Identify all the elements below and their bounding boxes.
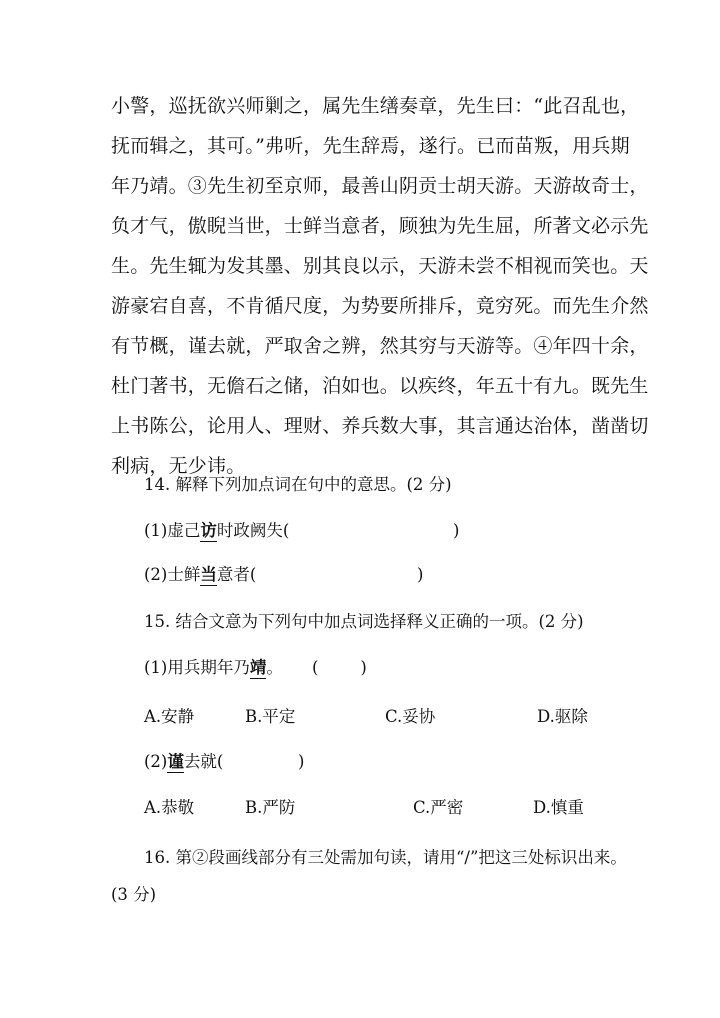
q14-1-keyword: 访 xyxy=(200,521,217,540)
question-14-item-2 xyxy=(144,563,256,587)
q15-1-option-b[interactable]: B.平定 xyxy=(245,707,296,726)
question-14-item-1 xyxy=(144,519,289,543)
q15-2-option-c[interactable]: C.严密 xyxy=(413,798,464,817)
q15-1-answer-paren[interactable]: ( ) xyxy=(312,658,367,677)
q15-1-suffix: 。 xyxy=(266,658,283,677)
q15-1-prefix: (1)用兵期年乃 xyxy=(144,658,250,677)
question-15-item-1 xyxy=(144,656,283,680)
q14-2-suffix: 意者( xyxy=(216,565,257,584)
passage-line: 游豪宕自喜，不肯循尺度，为势要所排斥，竟穷死。而先生介然 xyxy=(111,295,649,317)
q15-1-keyword: 靖 xyxy=(249,658,267,677)
question-14-title: 14. 解释下列加点词在句中的意思。(2 分) xyxy=(144,475,452,494)
q15-2-option-a[interactable]: A.恭敬 xyxy=(144,798,195,817)
passage-line: 上书陈公，论用人、理财、养兵数大事，其言通达治体，凿凿切 xyxy=(111,415,649,437)
q15-1-option-d[interactable]: D.驱除 xyxy=(537,707,588,726)
passage-line: 利病，无少讳。 xyxy=(111,455,246,477)
passage-line: 年乃靖。③先生初至京师，最善山阴贡士胡天游。天游故奇士， xyxy=(111,175,649,197)
passage-text xyxy=(111,86,649,486)
passage-line: 有节概，谨去就，严取舍之辨，然其穷与天游等。④年四十余， xyxy=(111,335,649,357)
q14-2-keyword: 当 xyxy=(200,565,217,584)
passage-line: 抚而辑之，其可。”弗听，先生辞焉，遂行。已而苗叛，用兵期 xyxy=(111,135,630,157)
q15-2-suffix: 去就( xyxy=(183,752,224,771)
q14-2-prefix: (2)士鲜 xyxy=(144,565,201,584)
q15-2-answer-close[interactable]: ) xyxy=(298,752,305,771)
question-16-points: (3 分) xyxy=(111,885,157,904)
passage-line: 负才气，傲睨当世，士鲜当意者，顾独为先生屈，所著文必示先 xyxy=(111,215,649,237)
q15-2-prefix: (2) xyxy=(144,752,168,771)
q14-1-answer-close[interactable]: ) xyxy=(453,521,460,540)
q15-2-option-b[interactable]: B.严防 xyxy=(245,798,296,817)
q15-1-option-a[interactable]: A.安静 xyxy=(144,707,195,726)
passage-line: 杜门著书，无儋石之储，泊如也。以疾终，年五十有九。既先生 xyxy=(111,375,649,397)
question-16-title: 16. 第②段画线部分有三处需加句读，请用“/”把这三处标识出来。 xyxy=(144,848,627,867)
passage-line: 小警，巡抚欲兴师剿之，属先生缮奏章，先生曰：“此召乱也， xyxy=(111,95,640,117)
q15-2-keyword: 谨 xyxy=(167,752,184,771)
q15-2-option-d[interactable]: D.慎重 xyxy=(533,798,584,817)
question-15-item-2 xyxy=(144,750,223,774)
question-15-title: 15. 结合文意为下列句中加点词选择释义正确的一项。(2 分) xyxy=(144,612,584,631)
q14-1-suffix: 时政阙失( xyxy=(216,521,290,540)
q15-1-option-c[interactable]: C.妥协 xyxy=(385,707,436,726)
q14-1-prefix: (1)虚己 xyxy=(144,521,201,540)
passage-line: 生。先生辄为发其墨、别其良以示，天游未尝不相视而笑也。天 xyxy=(111,255,649,277)
q14-2-answer-close[interactable]: ) xyxy=(417,565,424,584)
